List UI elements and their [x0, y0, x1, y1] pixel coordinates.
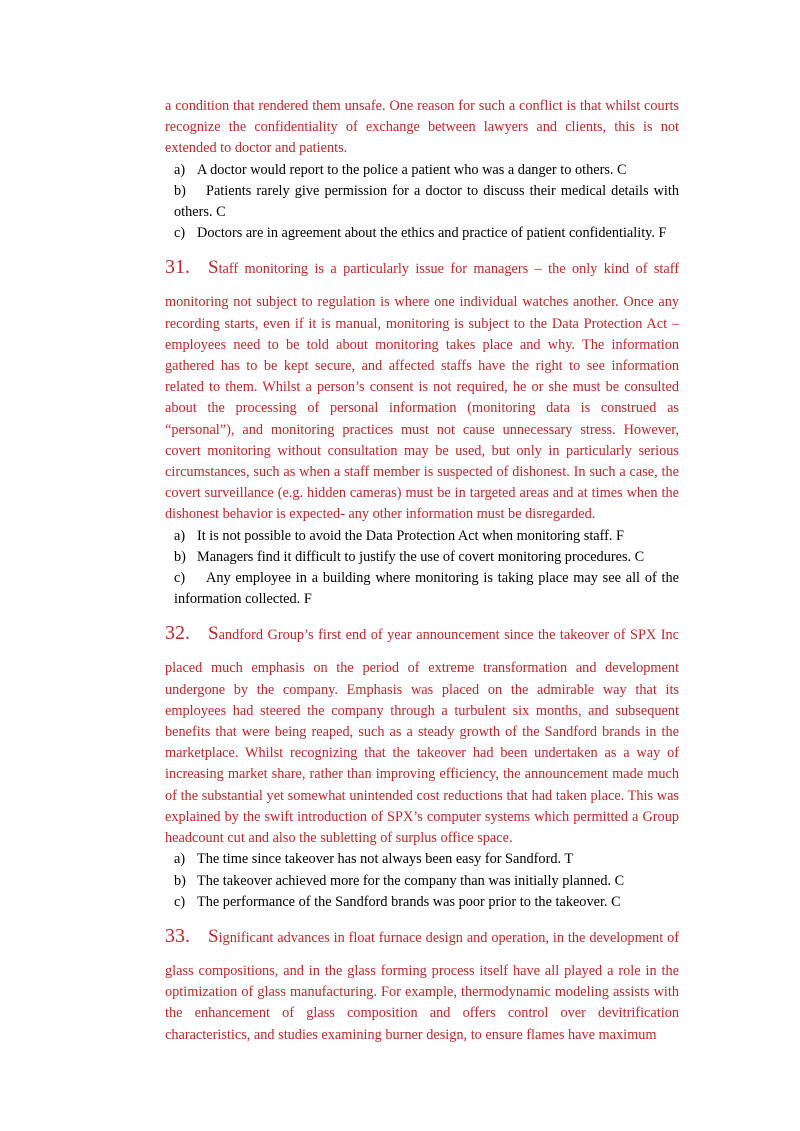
question-33-heading [165, 923, 679, 951]
drop-letter: S [208, 623, 219, 645]
option-text: The time since takeover has not always been easy for Sandford. T [197, 851, 574, 868]
option-text: Managers find it difficult to justify the use of covert monitoring procedures. C [197, 548, 645, 565]
intro-option-a [165, 160, 679, 181]
intro-option-b [165, 181, 679, 223]
heading-text: taff monitoring is a particularly issue for managers – the only kind of staff [218, 261, 679, 278]
option-label: b) [174, 182, 186, 199]
option-label: b) [174, 872, 186, 889]
question-number: 32. [165, 622, 190, 645]
question-32-heading [165, 620, 679, 648]
question-31-option-a [165, 526, 679, 547]
question-31-passage: monitoring not subject to regulation is where one individual watches another. Once any recording starts, even if it is manual, monitoring is subject to the Data Protection Act – employees need to be told about monitoring takes place and why. The information gathered has to be kept secure, and affected staffs have the right to see information related to them. Whilst a person’s consent is not required, he or she must be consulted about the processing of personal information (monitoring data is construed as “personal”), and monitoring practices must not cause unnecessary stress. However, covert monitoring without consultation may be used, but only in particularly serious circumstances, such as when a staff member is suspected of dishonest. In such a case, the covert surveillance (e.g. hidden cameras) must be in targeted areas and at times when the dishonest behavior is expected- any other information must be disregarded. [165, 294, 679, 523]
heading-text: andford Group’s first end of year announcement since the takeover of SPX Inc [218, 627, 679, 644]
intro-option-c [165, 223, 679, 244]
option-label: c) [174, 570, 186, 587]
option-text: The takeover achieved more for the company than was initially planned. C [197, 872, 625, 889]
option-label: c) [174, 893, 186, 910]
question-32-passage: placed much emphasis on the period of extreme transformation and development undergone by the company. Emphasis was placed on the admirable way that its employees had steered the company through a turbulent six months, and subsequent benefits that were being reaped, such as a steady growth of the Sandford brands in the marketplace. Whilst recognizing that the takeover had been undertaken as a way of increasing market share, rather than improving efficiency, the announcement made much of the substantial yet somewhat unintended cost reductions that had taken place. This was explained by the swift introduction of SPX’s computer systems which permitted a Group headcount cut and also the subletting of surplus office space. [165, 660, 679, 847]
option-text: A doctor would report to the police a patient who was a danger to others. C [197, 161, 627, 178]
option-text: Any employee in a building where monitoring is taking place may see all of the information collected. F [174, 570, 679, 608]
drop-letter: S [208, 257, 219, 279]
question-number: 33. [165, 924, 190, 947]
heading-text: ignificant advances in float furnace design and operation, in the development of [218, 929, 679, 946]
option-label: b) [174, 548, 186, 565]
question-32-option-a [165, 849, 679, 870]
intro-passage: a condition that rendered them unsafe. One reason for such a conflict is that whilst courts recognize the confidentiality of exchange between lawyers and clients, this is not extended to doctor and patients. [165, 98, 679, 157]
question-31-heading [165, 254, 679, 282]
option-label: a) [174, 527, 186, 544]
option-text: It is not possible to avoid the Data Protection Act when monitoring staff. F [197, 527, 625, 544]
question-31-option-b [165, 547, 679, 568]
option-text: The performance of the Sandford brands was poor prior to the takeover. C [197, 893, 621, 910]
question-31-option-c [165, 568, 679, 610]
question-32-option-c [165, 892, 679, 913]
option-label: a) [174, 161, 186, 178]
option-text: Patients rarely give permission for a doctor to discuss their medical details with others. C [174, 182, 679, 221]
option-text: Doctors are in agreement about the ethics and practice of patient confidentiality. F [197, 225, 667, 242]
question-33-passage: glass compositions, and in the glass forming process itself have all played a role in the optimization of glass manufacturing. For example, thermodynamic modeling assists with the enhancement of glass composition and offers control over devitrification characteristics, and studies examining burner design, to ensure flames have maximum [165, 962, 679, 1043]
question-number: 31. [165, 256, 190, 279]
drop-letter: S [208, 925, 219, 947]
option-label: c) [174, 225, 186, 242]
document-content [165, 96, 679, 1046]
option-label: a) [174, 851, 186, 868]
question-32-option-b [165, 871, 679, 892]
